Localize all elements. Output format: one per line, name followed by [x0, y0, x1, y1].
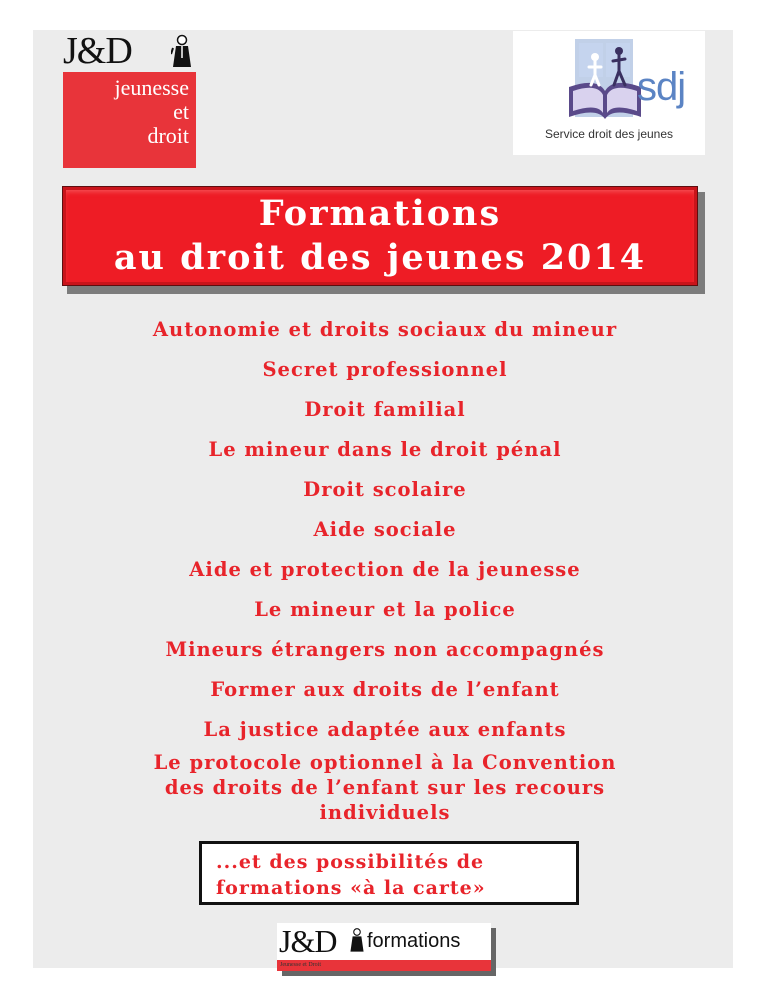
jd-line-droit: droit — [147, 123, 189, 148]
topic-item: La justice adaptée aux enfants — [203, 718, 567, 741]
sdj-letters: sdj — [637, 65, 686, 109]
sdj-logo — [513, 31, 705, 155]
topic-long-line-1: Le protocole optionnel à la Convention — [153, 751, 617, 774]
jd-logo — [63, 30, 196, 168]
topic-item: Le mineur dans le droit pénal — [208, 438, 562, 461]
title-line-1: Formations — [258, 193, 502, 234]
title-line-2: au droit des jeunes 2014 — [113, 237, 647, 278]
topic-long-line-3: individuels — [319, 801, 451, 824]
judge-figure-icon — [171, 34, 193, 68]
title-banner — [62, 186, 698, 286]
topic-item: Aide et protection de la jeunesse — [189, 558, 581, 581]
footer-logo-mark: J&D — [279, 923, 337, 959]
topic-item-protocole — [60, 750, 710, 825]
jd-logo-mark: J&D — [63, 30, 132, 72]
topic-item: Le mineur et la police — [254, 598, 516, 621]
sdj-caption: Service droit des jeunes — [544, 127, 674, 141]
topic-item: Droit familial — [304, 398, 466, 421]
topic-item: Mineurs étrangers non accompagnés — [165, 638, 605, 661]
carte-line-2: formations «à la carte» — [216, 877, 486, 899]
footer-logo-small-text: Jeunesse et Droit — [280, 962, 321, 968]
topic-item: Droit scolaire — [303, 478, 467, 501]
a-la-carte-box — [199, 841, 579, 905]
topics-list — [60, 310, 710, 750]
jd-line-jeunesse: jeunesse — [114, 75, 189, 100]
topic-item: Aide sociale — [313, 518, 457, 541]
topic-item: Former aux droits de l’enfant — [210, 678, 560, 701]
jd-logo-tagline — [63, 72, 196, 168]
footer-logo — [277, 923, 491, 971]
topic-item: Autonomie et droits sociaux du mineur — [152, 318, 618, 341]
topic-item: Secret professionnel — [262, 358, 508, 381]
carte-line-1: ...et des possibilités de — [216, 851, 485, 873]
topic-long-line-2: des droits de l’enfant sur les recours — [164, 776, 606, 799]
footer-logo-word: formations — [367, 930, 461, 952]
judge-figure-icon — [349, 927, 365, 953]
jd-line-et: et — [173, 99, 189, 124]
